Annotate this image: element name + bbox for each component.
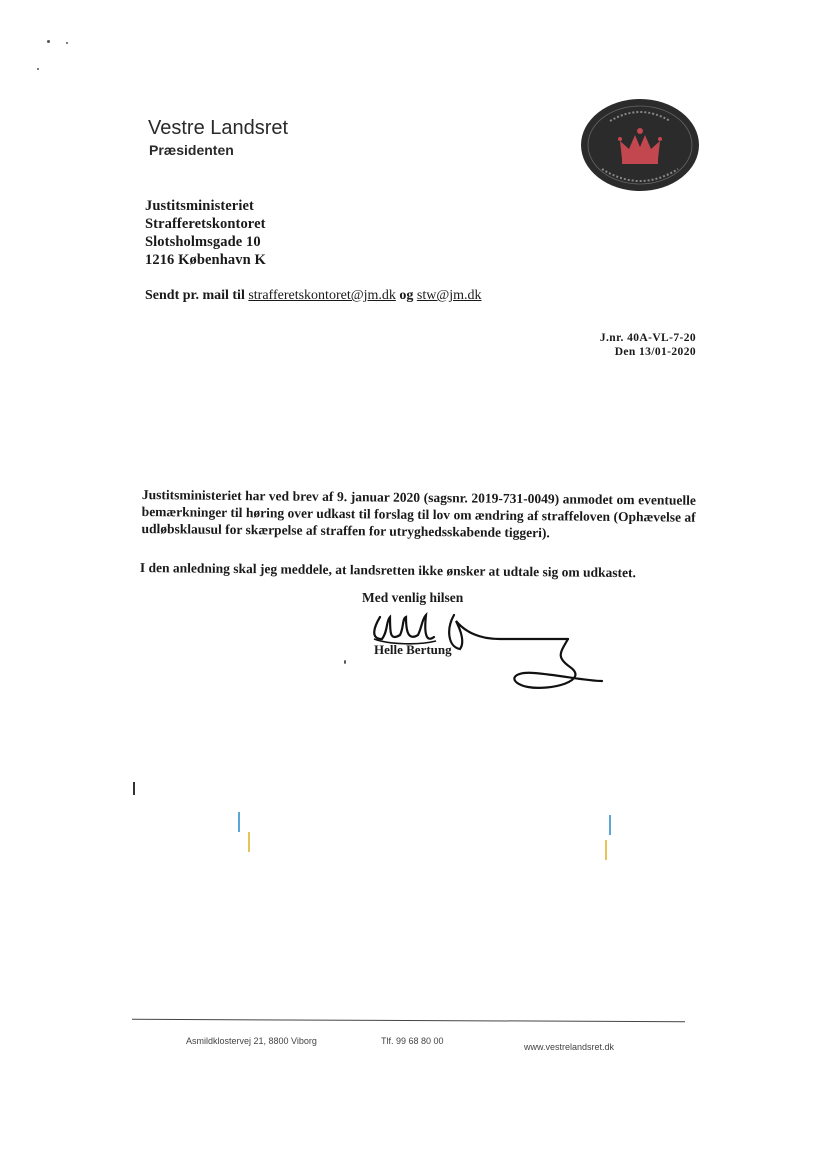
royal-crown-seal-icon	[580, 97, 700, 193]
body-paragraph-1: Justitsministeriet har ved brev af 9. januar 2020 (sagsnr. 2019-731-0049) anmodet om eventuelle bemærkninger til høring over udkast til forslag til lov om ændring af straffeloven (Ophævelse af udløbsklausul for skærpelse af straffen for utryghedsskabende tiggeri).	[141, 486, 696, 541]
scan-speck	[47, 40, 50, 43]
journal-number: J.nr. 40A-VL-7-20	[599, 332, 696, 344]
court-role: Præsidenten	[149, 142, 234, 158]
sent-conjunction: og	[399, 288, 414, 303]
footer-divider	[132, 1019, 685, 1022]
recipient-line-3: Slotsholmsgade 10	[145, 234, 261, 250]
court-name: Vestre Landsret	[148, 117, 289, 139]
body-paragraph-2: I den anledning skal jeg meddele, at landsretten ikke ønsker at udtale sig om udkastet.	[139, 560, 637, 581]
email-link-2[interactable]: stw@jm.dk	[416, 288, 482, 303]
scan-mark-blue	[238, 812, 240, 832]
footer-address: Asmildklostervej 21, 8800 Viborg	[186, 1036, 317, 1046]
scan-speck	[344, 660, 346, 664]
footer-website[interactable]: www.vestrelandsret.dk	[524, 1042, 615, 1052]
scan-mark-yellow	[605, 840, 607, 860]
scan-mark-yellow	[248, 832, 250, 852]
sent-prefix: Sendt pr. mail til	[145, 288, 245, 303]
scan-mark-blue	[609, 815, 611, 835]
scan-mark	[133, 782, 135, 795]
footer-phone: Tlf. 99 68 80 00	[381, 1036, 444, 1046]
recipient-line-2: Strafferetskontoret	[145, 216, 266, 232]
email-link-1[interactable]: strafferetskontoret@jm.dk	[248, 288, 396, 303]
scan-speck	[66, 42, 68, 44]
handwritten-signature-icon	[360, 605, 620, 715]
recipient-line-1: Justitsministeriet	[145, 198, 254, 214]
scan-speck	[37, 68, 39, 70]
sent-by-mail-line	[145, 288, 482, 304]
closing-greeting: Med venlig hilsen	[362, 590, 464, 605]
recipient-line-4: 1216 København K	[145, 252, 266, 268]
signer-name: Helle Bertung	[374, 642, 452, 657]
letter-date: Den 13/01-2020	[614, 346, 696, 358]
